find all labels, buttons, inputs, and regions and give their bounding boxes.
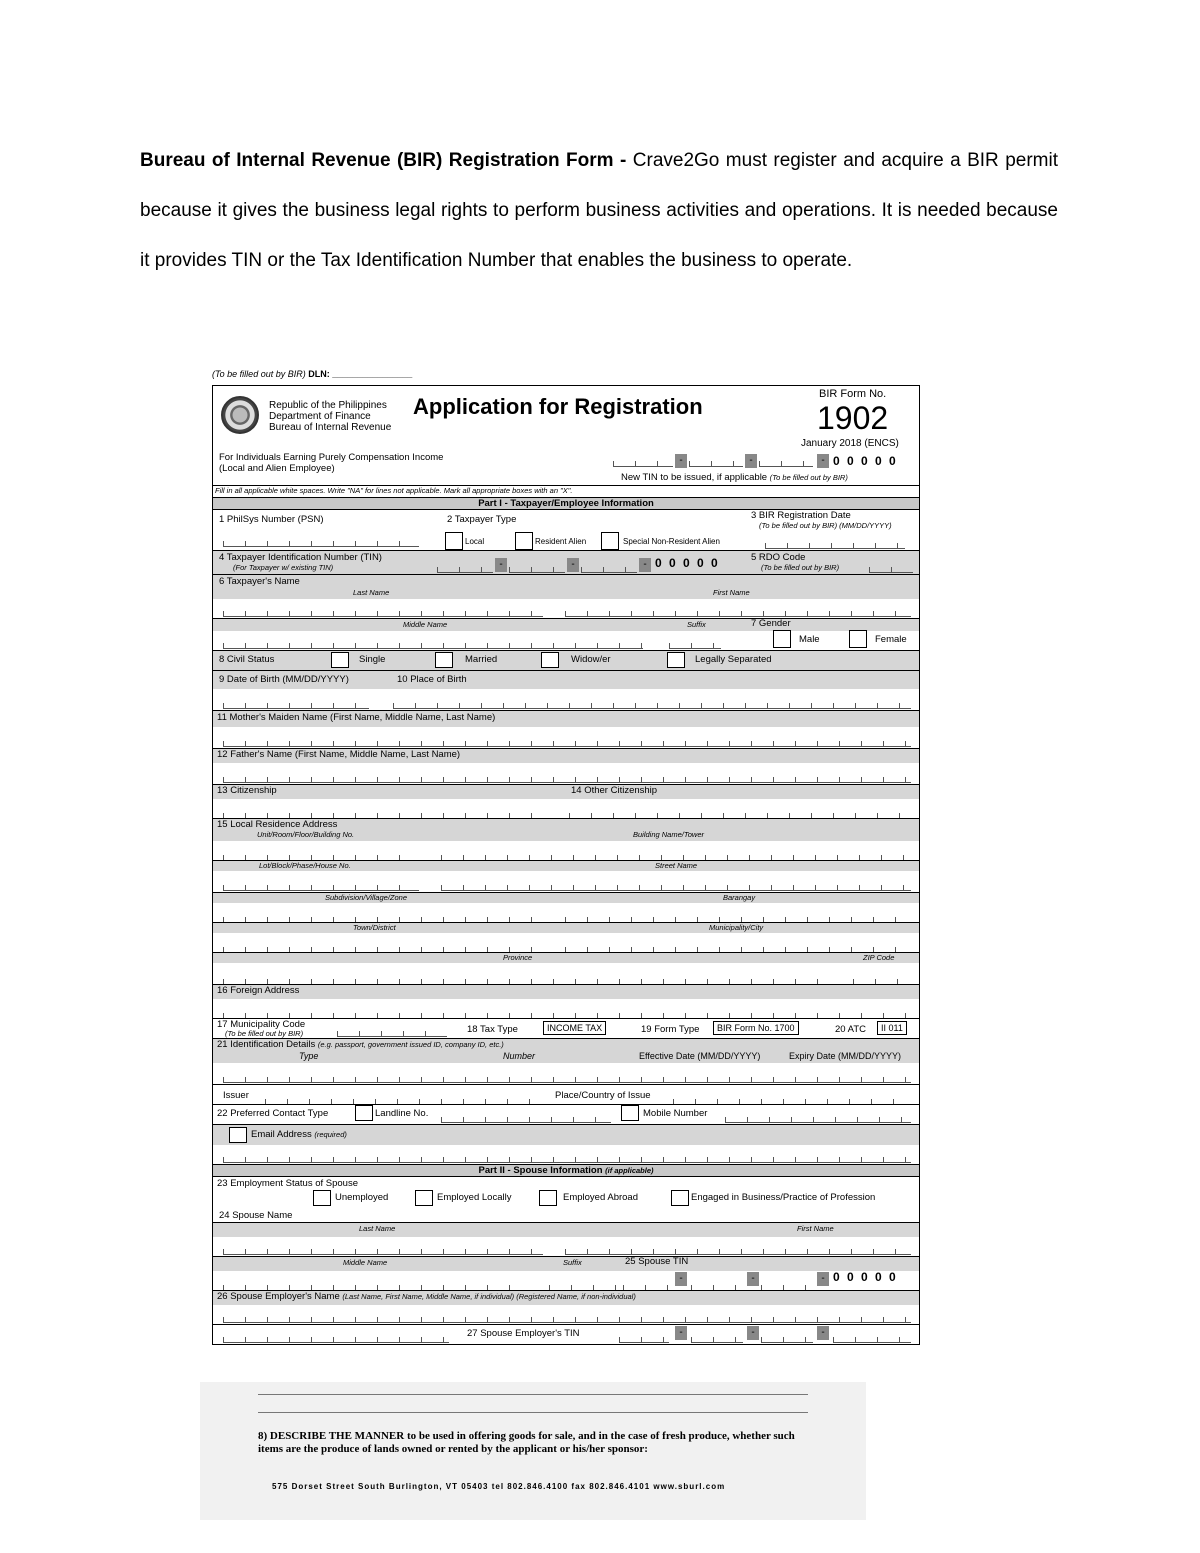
spouse-first-name-label: First Name	[797, 1224, 834, 1233]
new-tin-zeros: 0 0 0 0 0	[833, 454, 898, 468]
intro-text: Crave2Go must register and acquire a BIR permit because it gives the business legal rights to perform business activities and operations. It is needed because it provides TIN or the Tax Identification Number that enables the business to operate.	[140, 150, 1058, 271]
f17-hint: (To be filled out by BIR)	[225, 1029, 304, 1038]
opt-special-alien: Special Non-Resident Alien	[623, 537, 720, 546]
spouse-tin-dash-3: -	[817, 1272, 829, 1286]
checkbox-widower[interactable]	[541, 652, 559, 668]
checkbox-female[interactable]	[849, 630, 867, 648]
opt-single: Single	[359, 654, 386, 665]
form-subtitle	[219, 452, 443, 474]
f26-text: 26 Spouse Employer's Name	[217, 1291, 340, 1302]
intro-paragraph	[140, 136, 1058, 286]
opt-widower: Widow/er	[571, 654, 611, 665]
opt-landline: Landline No.	[375, 1108, 429, 1119]
bir-seal-icon	[221, 396, 259, 434]
f7-label: 7 Gender	[751, 618, 791, 629]
landline-cells[interactable]	[441, 1112, 611, 1123]
new-tin-cells-2[interactable]	[689, 456, 743, 467]
tin-cells-1[interactable]	[437, 562, 493, 573]
f2-label: 2 Taxpayer Type	[447, 514, 517, 525]
opt-email	[251, 1129, 347, 1140]
f10-label: 10 Place of Birth	[397, 674, 467, 685]
f26-hint: (Last Name, First Name, Middle Name, if individual) (Registered Name, if non-individual)	[342, 1292, 636, 1301]
form-title: Application for Registration	[413, 394, 703, 419]
form-no: 1902	[817, 400, 889, 436]
reg-date-cells[interactable]	[765, 538, 905, 549]
bir-form-1902	[212, 385, 920, 1345]
lot-no-cells[interactable]	[223, 880, 419, 891]
checkbox-business[interactable]	[671, 1190, 689, 1206]
scan-rule-1	[258, 1394, 808, 1395]
f22-label: 22 Preferred Contact Type	[217, 1108, 329, 1119]
spouse-middle-name-label: Middle Name	[343, 1258, 388, 1267]
dln-label: DLN: ________________	[308, 369, 413, 379]
item8-text	[258, 1430, 818, 1456]
id-col-number: Number	[503, 1051, 536, 1061]
opt-employed-locally: Employed Locally	[437, 1192, 512, 1203]
addr-label-8: Municipality/City	[709, 923, 764, 932]
new-tin-dash-1: -	[675, 454, 687, 468]
scanned-form-excerpt	[200, 1382, 866, 1520]
f21-label	[217, 1039, 504, 1050]
agency-line-2: Department of Finance	[269, 411, 371, 422]
suffix-label: Suffix	[687, 620, 706, 629]
id-details-cells[interactable]	[223, 1072, 911, 1083]
middle-name-cells[interactable]	[223, 638, 643, 649]
employer-tin-dash-3: -	[817, 1326, 829, 1340]
spouse-employer-cells[interactable]	[223, 1312, 911, 1323]
last-name-cells[interactable]	[223, 606, 543, 617]
employer-tin-dash-1: -	[675, 1326, 687, 1340]
mother-name-cells[interactable]	[223, 736, 911, 747]
subtitle-line-1: For Individuals Earning Purely Compensation Income	[219, 452, 444, 463]
new-tin-dash-3: -	[817, 454, 829, 468]
place-issue-label: Place/Country of Issue	[555, 1090, 651, 1101]
f25-label: 25 Spouse TIN	[625, 1256, 689, 1267]
psn-cells[interactable]	[223, 536, 419, 547]
agency-line-1: Republic of the Philippines	[269, 400, 387, 411]
spouse-last-name-cells[interactable]	[223, 1244, 543, 1255]
part1-header: Part I - Taxpayer/Employee Information	[213, 497, 919, 510]
spouse-employer-cells-2[interactable]	[223, 1332, 449, 1343]
f1-label: 1 PhilSys Number (PSN)	[219, 514, 324, 525]
rdo-cells[interactable]	[869, 562, 913, 573]
opt-male: Male	[799, 634, 820, 645]
checkbox-special-alien[interactable]	[601, 532, 619, 550]
f23-label: 23 Employment Status of Spouse	[217, 1178, 358, 1189]
checkbox-separated[interactable]	[667, 652, 685, 668]
street-name-cells[interactable]	[441, 880, 911, 891]
f19-label: 19 Form Type	[641, 1024, 700, 1035]
intro-bold-title: Bureau of Internal Revenue (BIR) Registration Form -	[140, 150, 627, 171]
new-tin-cells-1[interactable]	[613, 456, 673, 467]
issuer-label: Issuer	[223, 1090, 249, 1101]
f21-hint: (e.g. passport, government issued ID, company ID, etc.)	[317, 1040, 504, 1049]
checkbox-landline[interactable]	[355, 1105, 373, 1121]
scan-rule-2	[258, 1412, 808, 1413]
f9-label: 9 Date of Birth (MM/DD/YYYY)	[219, 674, 349, 685]
addr-label-2: Building Name/Tower	[633, 830, 705, 839]
atc-value[interactable]: II 011	[877, 1021, 907, 1035]
f24-label: 24 Spouse Name	[219, 1210, 293, 1221]
form-no-label: BIR Form No.	[819, 388, 887, 400]
birth-place-cells[interactable]	[393, 698, 911, 709]
checkbox-resident-alien[interactable]	[515, 532, 533, 550]
tin-cells-2[interactable]	[509, 562, 565, 573]
id-col-expiry: Expiry Date (MM/DD/YYYY)	[789, 1051, 902, 1061]
subtitle-line-2: (Local and Alien Employee)	[219, 463, 335, 474]
f4-label: 4 Taxpayer Identification Number (TIN)	[219, 552, 382, 563]
last-name-label: Last Name	[353, 588, 390, 597]
first-name-cells[interactable]	[565, 606, 911, 617]
f21-text: 21 Identification Details	[217, 1039, 316, 1050]
checkbox-employed-locally[interactable]	[415, 1190, 433, 1206]
f5-label: 5 RDO Code	[751, 552, 806, 563]
mobile-cells[interactable]	[725, 1112, 911, 1123]
checkbox-married[interactable]	[435, 652, 453, 668]
f4-hint: (For Taxpayer w/ existing TIN)	[233, 563, 334, 572]
tin-dash-2: -	[567, 558, 579, 572]
scan-address: 575 Dorset Street South Burlington, VT 05403 tel 802.846.4100 fax 802.846.4101 www.sburl.com	[272, 1482, 726, 1491]
f3-label: 3 BIR Registration Date	[751, 510, 851, 521]
f11-label: 11 Mother's Maiden Name (First Name, Middle Name, Last Name)	[217, 712, 496, 723]
tin-zeros: 0 0 0 0 0	[655, 556, 720, 570]
employer-tin-cells-2[interactable]	[691, 1332, 743, 1343]
father-name-cells[interactable]	[223, 772, 911, 783]
checkbox-employed-abroad[interactable]	[539, 1190, 557, 1206]
f12-label: 12 Father's Name (First Name, Middle Name, Last Name)	[217, 749, 461, 760]
employer-tin-cells-1[interactable]	[619, 1332, 669, 1343]
dln-prefix: (To be filled out by BIR)	[212, 369, 306, 379]
opt-business: Engaged in Business/Practice of Profession	[691, 1192, 876, 1203]
new-tin-dash-2: -	[745, 454, 757, 468]
addr-label-9: Province	[503, 953, 533, 962]
id-col-effective: Effective Date (MM/DD/YYYY)	[639, 1051, 761, 1061]
employer-tin-cells-4[interactable]	[833, 1332, 911, 1343]
municipality-code-cells[interactable]	[337, 1026, 447, 1037]
addr-label-4: Street Name	[655, 861, 698, 870]
new-tin-note	[621, 472, 848, 483]
addr-label-10: ZIP Code	[863, 953, 895, 962]
form-date: January 2018 (ENCS)	[801, 438, 899, 449]
tin-cells-3[interactable]	[581, 562, 637, 573]
opt-employed-abroad: Employed Abroad	[563, 1192, 638, 1203]
suffix-cells[interactable]	[669, 638, 721, 649]
addr-label-1: Unit/Room/Floor/Building No.	[257, 830, 355, 839]
spouse-tin-dash-1: -	[675, 1272, 687, 1286]
part2-text: Part II - Spouse Information	[478, 1165, 603, 1176]
f16-label: 16 Foreign Address	[217, 985, 300, 996]
new-tin-hint: (To be filled out by BIR)	[769, 473, 848, 482]
checkbox-unemployed[interactable]	[313, 1190, 331, 1206]
addr-label-5: Subdivision/Village/Zone	[325, 893, 407, 902]
f27-label: 27 Spouse Employer's TIN	[467, 1328, 580, 1339]
id-col-type: Type	[299, 1051, 319, 1061]
part2-header	[213, 1164, 919, 1177]
checkbox-mobile[interactable]	[621, 1105, 639, 1121]
spouse-tin-zeros: 0 0 0 0 0	[833, 1270, 898, 1284]
f14-label: 14 Other Citizenship	[571, 785, 658, 796]
f18-label: 18 Tax Type	[467, 1024, 518, 1035]
part2-hint: (if applicable)	[605, 1166, 654, 1175]
f3-hint: (To be filled out by BIR) (MM/DD/YYYY)	[759, 521, 892, 530]
f20-label: 20 ATC	[835, 1024, 866, 1035]
opt-resident-alien: Resident Alien	[535, 537, 587, 546]
checkbox-male[interactable]	[773, 630, 791, 648]
agency-block	[269, 400, 391, 433]
tax-type-value[interactable]: INCOME TAX	[543, 1021, 606, 1035]
f5-hint: (To be filled out by BIR)	[761, 563, 840, 572]
f15-label: 15 Local Residence Address	[217, 819, 338, 830]
dln-line	[212, 369, 412, 379]
employer-tin-cells-3[interactable]	[761, 1332, 813, 1343]
checkbox-email[interactable]	[229, 1127, 247, 1143]
f6-label: 6 Taxpayer's Name	[219, 576, 300, 587]
addr-label-3: Lot/Block/Phase/House No.	[259, 861, 351, 870]
new-tin-note-text: New TIN to be issued, if applicable	[621, 472, 768, 483]
item8-bold: 8) DESCRIBE THE MANNER	[258, 1430, 405, 1442]
new-tin-cells-3[interactable]	[759, 456, 813, 467]
addr-label-7: Town/District	[353, 923, 396, 932]
opt-married: Married	[465, 654, 498, 665]
spouse-suffix-label: Suffix	[563, 1258, 582, 1267]
f26-label	[217, 1291, 636, 1302]
f13-label: 13 Citizenship	[217, 785, 277, 796]
opt-local: Local	[465, 537, 485, 546]
checkbox-local[interactable]	[445, 532, 463, 550]
item8-body: to be used in offering goods for sale, and in the case of fresh produce, whether such items are the produce of lands owned or rented by the applicant or his/her sponsor:	[258, 1430, 795, 1455]
f17-label: 17 Municipality Code	[217, 1019, 306, 1030]
middle-name-label: Middle Name	[403, 620, 448, 629]
employer-tin-dash-2: -	[747, 1326, 759, 1340]
form-type-value[interactable]: BIR Form No. 1700	[713, 1021, 799, 1035]
tin-dash-3: -	[639, 558, 651, 572]
email-hint: (required)	[314, 1130, 347, 1139]
opt-unemployed: Unemployed	[335, 1192, 389, 1203]
tin-dash-1: -	[495, 558, 507, 572]
spouse-first-name-cells[interactable]	[565, 1244, 911, 1255]
spouse-tin-dash-2: -	[747, 1272, 759, 1286]
spouse-last-name-label: Last Name	[359, 1224, 396, 1233]
opt-female: Female	[875, 634, 907, 645]
instructions: Fill in all applicable white spaces. Write "NA" for lines not applicable. Mark all appropriate boxes with an "X".	[215, 486, 573, 495]
f8-label: 8 Civil Status	[219, 654, 275, 665]
addr-label-6: Barangay	[723, 893, 756, 902]
first-name-label: First Name	[713, 588, 750, 597]
email-cells[interactable]	[223, 1152, 911, 1163]
opt-mobile: Mobile Number	[643, 1108, 708, 1119]
checkbox-single[interactable]	[331, 652, 349, 668]
opt-email-text: Email Address	[251, 1129, 312, 1140]
birth-date-cells[interactable]	[223, 698, 369, 709]
agency-line-3: Bureau of Internal Revenue	[269, 422, 392, 433]
opt-separated: Legally Separated	[695, 654, 772, 665]
